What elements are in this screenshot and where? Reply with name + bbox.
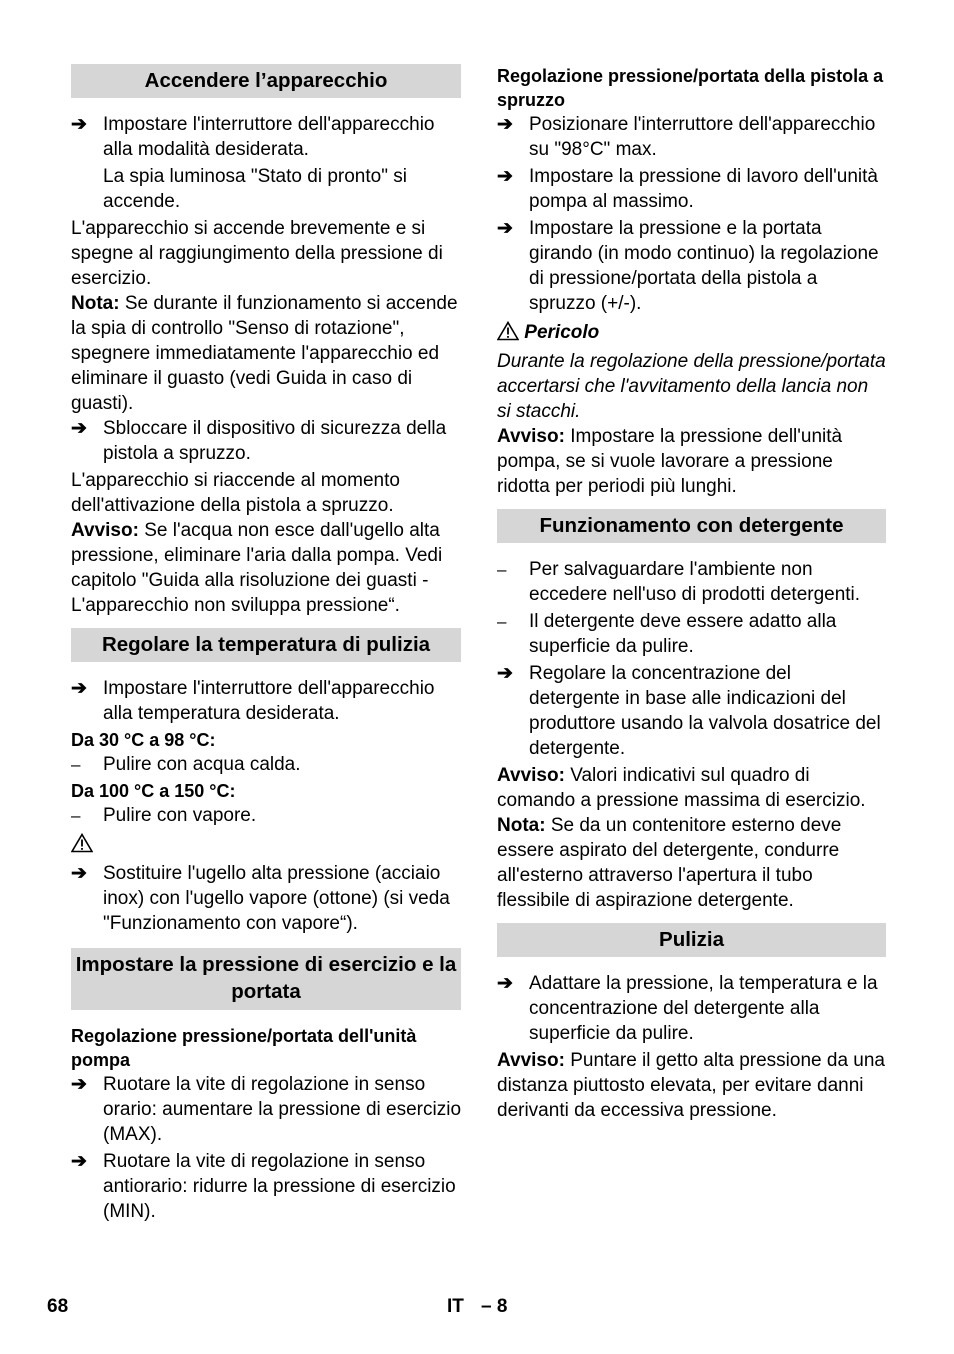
section-heading-detergente: Funzionamento con detergente: [497, 509, 886, 543]
footer-section: – 8: [481, 1296, 508, 1317]
notice-label: Avviso:: [71, 520, 139, 541]
instruction-item: [71, 416, 461, 466]
section-heading-pulizia: Pulizia: [497, 923, 886, 957]
section-heading-accendere: Accendere l’apparecchio: [71, 64, 461, 98]
warning-row: [71, 832, 461, 857]
notice-text: Puntare il getto alta pressione da una distanza piuttosto elevata, per evitare danni derivanti da eccessiva pressione.: [497, 1050, 885, 1121]
instruction-text: Posizionare l'interruttore dell'apparecchio su "98°C" max.: [529, 114, 876, 160]
instruction-text: Sbloccare il dispositivo di sicurezza della pistola a spruzzo.: [103, 418, 447, 464]
dash-text: Per salvaguardare l'ambiente non eccedere nell'uso di prodotti detergenti.: [529, 559, 861, 605]
notice-text: Valori indicativi sul quadro di comando a pressione massima di esercizio.: [497, 765, 866, 811]
note-label: Nota:: [497, 815, 546, 836]
dash-item: [497, 609, 886, 659]
dash-text: Pulire con acqua calda.: [103, 754, 301, 775]
instruction-item: [497, 164, 886, 214]
instruction-item: [497, 971, 886, 1046]
warning-triangle-icon: [497, 321, 519, 341]
dash-bullet: –: [497, 560, 507, 579]
instruction-item: [71, 1149, 461, 1224]
arrow-icon: ➔: [71, 863, 87, 884]
notice-label: Avviso:: [497, 765, 565, 786]
notice-text: Impostare la pressione dell'unità pompa, se si vuole lavorare a pressione ridotta per periodi più lunghi.: [497, 426, 843, 497]
notice-paragraph: [497, 763, 886, 813]
warning-triangle-icon: [71, 833, 93, 853]
result-text: La spia luminosa "Stato di pronto" si accende.: [103, 166, 407, 212]
instruction-text: Impostare l'interruttore dell'apparecchio alla modalità desiderata.: [103, 114, 435, 160]
arrow-icon: ➔: [71, 418, 87, 439]
arrow-icon: ➔: [71, 1074, 87, 1095]
instruction-text: Adattare la pressione, la temperatura e la concentrazione del detergente alla superficie da pulire.: [529, 973, 878, 1044]
instruction-item: [71, 676, 461, 726]
instruction-text: Ruotare la vite di regolazione in senso orario: aumentare la pressione di esercizio (MAX).: [103, 1074, 462, 1145]
paragraph: L'apparecchio si riaccende al momento dell'attivazione della pistola a spruzzo.: [71, 470, 400, 516]
arrow-icon: ➔: [497, 663, 513, 684]
section-heading-pressione: Impostare la pressione di esercizio e la portata: [71, 948, 461, 1010]
notice-label: Avviso:: [497, 1050, 565, 1071]
dash-item: [71, 752, 461, 777]
subheading-range-30-98: Da 30 °C a 98 °C:: [71, 730, 216, 750]
footer-language: IT: [447, 1296, 464, 1317]
arrow-icon: ➔: [71, 114, 87, 135]
arrow-icon: ➔: [71, 1151, 87, 1172]
dash-text: Il detergente deve essere adatto alla superficie da pulire.: [529, 611, 837, 657]
arrow-icon: ➔: [71, 678, 87, 699]
notice-paragraph: [71, 518, 461, 618]
dash-bullet: –: [71, 806, 81, 825]
dash-item: [71, 803, 461, 828]
subheading-unita-pompa: Regolazione pressione/portata dell'unità pompa: [71, 1026, 417, 1070]
arrow-icon: ➔: [497, 973, 513, 994]
instruction-item: [71, 1072, 461, 1147]
instruction-text: Impostare l'interruttore dell'apparecchio alla temperatura desiderata.: [103, 678, 435, 724]
instruction-item: [497, 216, 886, 316]
danger-label: Pericolo: [524, 322, 600, 343]
note-paragraph: [71, 291, 461, 416]
note-text: Se durante il funzionamento si accende la spia di controllo "Senso di rotazione", spegnere immediatamente l'apparecchio ed eliminare il guasto (vedi Guida in caso di guasti).: [71, 293, 458, 414]
instruction-text: Regolare la concentrazione del detergente in base alle indicazioni del produttore usando la valvola dosatrice del detergente.: [529, 663, 881, 759]
instruction-item: [497, 661, 886, 761]
instruction-item: [497, 112, 886, 162]
right-column: [497, 64, 886, 1123]
note-paragraph: [497, 813, 886, 913]
dash-bullet: –: [497, 612, 507, 631]
dash-bullet: –: [71, 755, 81, 774]
danger-text: Durante la regolazione della pressione/portata accertarsi che l'avvitamento della lancia non si stacchi.: [497, 351, 886, 422]
arrow-icon: ➔: [497, 218, 513, 239]
left-column: [71, 64, 461, 1226]
note-text: Se da un contenitore esterno deve essere aspirato del detergente, condurre all'esterno attraverso l'apertura il tubo flessibile di aspirazione detergente.: [497, 815, 842, 911]
instruction-text: Impostare la pressione di lavoro dell'unità pompa al massimo.: [529, 166, 878, 212]
instruction-item: [71, 112, 461, 162]
page-number: 68: [47, 1296, 69, 1317]
notice-paragraph: [497, 1048, 886, 1123]
note-label: Nota:: [71, 293, 120, 314]
subheading-range-100-150: Da 100 °C a 150 °C:: [71, 781, 236, 801]
instruction-text: Sostituire l'ugello alta pressione (acciaio inox) con l'ugello vapore (ottone) (si veda "Funzionamento con vapore“).: [103, 863, 450, 934]
dash-text: Pulire con vapore.: [103, 805, 257, 826]
instruction-item: [71, 861, 461, 936]
arrow-icon: ➔: [497, 114, 513, 135]
paragraph: L'apparecchio si accende brevemente e si spegne al raggiungimento della pressione di esercizio.: [71, 218, 443, 289]
instruction-text: Ruotare la vite di regolazione in senso antiorario: ridurre la pressione di esercizio (MIN).: [103, 1151, 456, 1222]
instruction-text: Impostare la pressione e la portata girando (in modo continuo) la regolazione di pressione/portata della pistola a spruzzo (+/-).: [529, 218, 879, 314]
arrow-icon: ➔: [497, 166, 513, 187]
section-heading-temperatura: Regolare la temperatura di pulizia: [71, 628, 461, 662]
notice-paragraph: [497, 424, 886, 499]
subheading-pistola: Regolazione pressione/portata della pistola a spruzzo: [497, 66, 884, 110]
dash-item: [497, 557, 886, 607]
notice-label: Avviso:: [497, 426, 565, 447]
danger-heading: [497, 320, 886, 345]
notice-text: Se l'acqua non esce dall'ugello alta pressione, eliminare l'aria dalla pompa. Vedi capitolo "Guida alla risoluzione dei guasti - L'apparecchio non sviluppa pressione“.: [71, 520, 443, 616]
